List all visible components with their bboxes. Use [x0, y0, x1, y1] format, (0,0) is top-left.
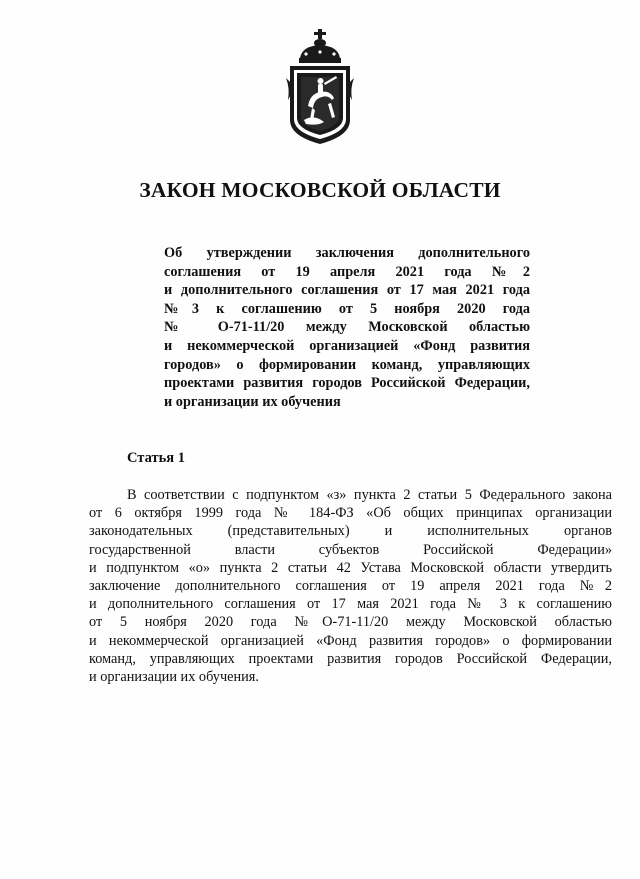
subject-line: проектами развития городов Российской Федерации, [164, 375, 530, 392]
article-line: и организации их обучения. [89, 669, 259, 686]
subject-line: городов» о формировании команд, управляющих [164, 356, 530, 373]
article-line: от 5 ноября 2020 года №О-71-11/20 между Московской областью [89, 614, 612, 631]
law-subject [164, 244, 530, 411]
subject-line: и организации их обучения [164, 393, 341, 410]
article-line: и подпунктом «о» пункта 2 статьи 42 Устава Московской области утвердить [89, 559, 612, 576]
article-line: заключение дополнительного соглашения от 19 апреля 2021 года №2 [89, 578, 612, 595]
article-line: законодательных (представительных) и исполнительных органов [89, 523, 612, 540]
subject-line: и дополнительного соглашения от 17 мая 2021 года [164, 282, 530, 299]
article-line: и некоммерческой организацией «Фонд развития городов» о формировании [89, 632, 612, 649]
coat-of-arms-emblem [284, 28, 356, 146]
article-line: команд, управляющих проектами развития городов Российской Федерации, [89, 650, 612, 667]
article-line: от 6 октября 1999 года № 184-ФЗ «Об общих принципах организации [89, 505, 612, 522]
subject-line: № О-71-11/20 между Московской областью [164, 319, 530, 336]
article-heading: Статья 1 [127, 450, 185, 466]
subject-line: и некоммерческой организацией «Фонд развития [164, 337, 530, 354]
subject-line: №3 к соглашению от 5 ноября 2020 года [164, 300, 530, 317]
subject-line: соглашения от 19 апреля 2021 года №2 [164, 263, 530, 280]
subject-line: Об утверждении заключения дополнительного [164, 245, 530, 261]
article-line: государственной власти субъектов Российской Федерации» [89, 541, 612, 558]
article-body [89, 486, 612, 686]
article-line: и дополнительного соглашения от 17 мая 2021 года № 3 к соглашению [89, 596, 612, 613]
article-line: В соответствии с подпунктом «з» пункта 2 статьи 5 Федерального закона [127, 487, 612, 503]
law-title: ЗАКОН МОСКОВСКОЙ ОБЛАСТИ [139, 178, 501, 202]
